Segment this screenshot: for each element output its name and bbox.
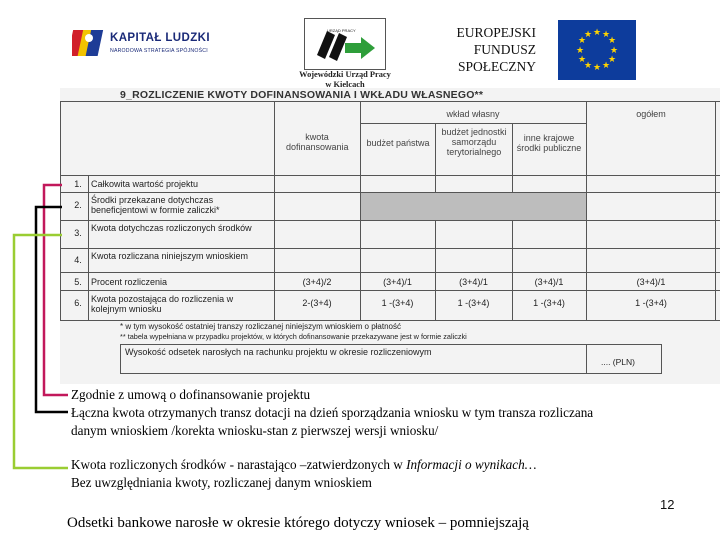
explanation-1: Zgodnie z umową o dofinansowanie projektu	[71, 387, 311, 402]
black-connector	[36, 207, 68, 412]
svg-text:★: ★	[575, 46, 585, 56]
efs-line-3: SPOŁECZNY	[457, 59, 536, 74]
svg-text:★: ★	[583, 30, 593, 40]
explanation-2: Łączna kwota otrzymanych transz dotacji na dzień sporządzania wniosku w tym transza rozliczana	[71, 405, 594, 420]
efs-line-1: EUROPEJSKI	[456, 25, 536, 40]
row-3-label: Kwota dotychczas rozliczonych środków	[91, 223, 252, 233]
form-title: 9_ROZLICZENIE KWOTY DOFINANSOWANIA I WKŁADU WŁASNEGO**	[120, 89, 484, 101]
row-5-label: Procent rozliczenia	[91, 277, 168, 287]
green-connector	[14, 235, 68, 468]
kapital-ludzki-subtitle: NARODOWA STRATEGIA SPÓJNOŚCI	[110, 48, 208, 54]
row-1-label: Całkowita wartość projektu	[91, 179, 199, 189]
explanation-5: Bez uwzględniania kwoty, rozliczanej danym wnioskiem	[71, 475, 372, 490]
row-6-label: Kwota pozostająca do rozliczenia w kolejnym wniosku	[91, 294, 234, 314]
row-5-kwota: (3+4)/2	[302, 277, 332, 287]
svg-text:★: ★	[601, 61, 611, 71]
magenta-connector	[44, 185, 68, 395]
row-6-inne: 1 -(3+4)	[533, 298, 565, 308]
svg-text:★: ★	[609, 46, 619, 56]
row-6-ogolem: 1 -(3+4)	[635, 298, 667, 308]
note-1: * w tym wysokość ostatniej transzy rozliczanej niniejszym wnioskiem o płatność	[120, 322, 401, 331]
header-wklad-wlasny: wkład własny	[446, 109, 500, 119]
row-4-label: Kwota rozliczana niniejszym wnioskiem	[91, 251, 249, 261]
odsetki-pln: .... (PLN)	[601, 357, 636, 367]
header-ogolem: ogółem	[636, 109, 666, 119]
row-6-budzet-panstwa: 1 -(3+4)	[381, 298, 414, 308]
svg-text:★: ★	[577, 55, 587, 65]
row-1-number: 1.	[74, 179, 82, 189]
explanation-4	[71, 456, 536, 474]
svg-text:★: ★	[583, 61, 593, 71]
explanation-3: danym wnioskiem /korekta wniosku-stan z pierwszej wersji wniosku/	[71, 423, 439, 438]
svg-text:★: ★	[607, 36, 617, 46]
row-6-number: 6.	[74, 298, 82, 308]
row-5-budzet-jst: (3+4)/1	[459, 277, 488, 287]
row-5-inne: (3+4)/1	[534, 277, 564, 287]
svg-text:★: ★	[601, 30, 611, 40]
svg-text:★: ★	[592, 28, 602, 38]
bottom-note: Odsetki bankowe narosłe w okresie którego dotyczy wniosek – pomniejszają	[67, 515, 529, 531]
explanation-4-text: Kwota rozliczonych środków - narastająco –zatwierdzonych w	[71, 457, 407, 472]
efs-line-2: FUNDUSZ	[473, 42, 536, 57]
row-2-label: Środki przekazane dotychczas beneficjentowi w formie zaliczki*	[91, 195, 220, 215]
note-2: ** tabela wypełniana w przypadku projektów, w których dofinansowanie przekazywane jest w formie zaliczki	[120, 332, 467, 341]
wup-tag: URZĄD PRACY	[327, 28, 356, 33]
row-5-ogolem: (3+4)/1	[636, 277, 666, 287]
page-number: 12	[660, 497, 675, 512]
header-kwota-dofinansowania: kwota dofinansowania	[286, 132, 349, 152]
row-4-number: 4.	[74, 255, 82, 265]
wup-line-1: Wojewódzki Urząd Pracy	[299, 70, 391, 79]
row-3-number: 3.	[74, 228, 82, 238]
svg-text:★: ★	[607, 55, 617, 65]
header-inne-krajowe: inne krajowe środki publiczne	[516, 133, 582, 153]
header-budzet-panstwa: budżet państwa	[366, 138, 430, 148]
svg-text:★: ★	[577, 36, 587, 46]
row-5-number: 5.	[74, 277, 82, 287]
row-2-number: 2.	[74, 200, 82, 210]
row-6-kwota: 2-(3+4)	[302, 298, 332, 308]
svg-text:★: ★	[592, 63, 602, 73]
header-budzet-jst: budżet jednostki samorządu terytorialnego	[441, 127, 507, 157]
wup-line-2: w Kielcach	[325, 79, 365, 89]
row-6-budzet-jst: 1 -(3+4)	[457, 298, 490, 308]
explanation-4-italic: Informacji o wynikach…	[406, 457, 537, 472]
odsetki-label: Wysokość odsetek narosłych na rachunku projektu w okresie rozliczeniowym	[125, 347, 432, 357]
row-5-budzet-panstwa: (3+4)/1	[383, 277, 412, 287]
kapital-ludzki-title: KAPITAŁ LUDZKI	[110, 32, 210, 44]
